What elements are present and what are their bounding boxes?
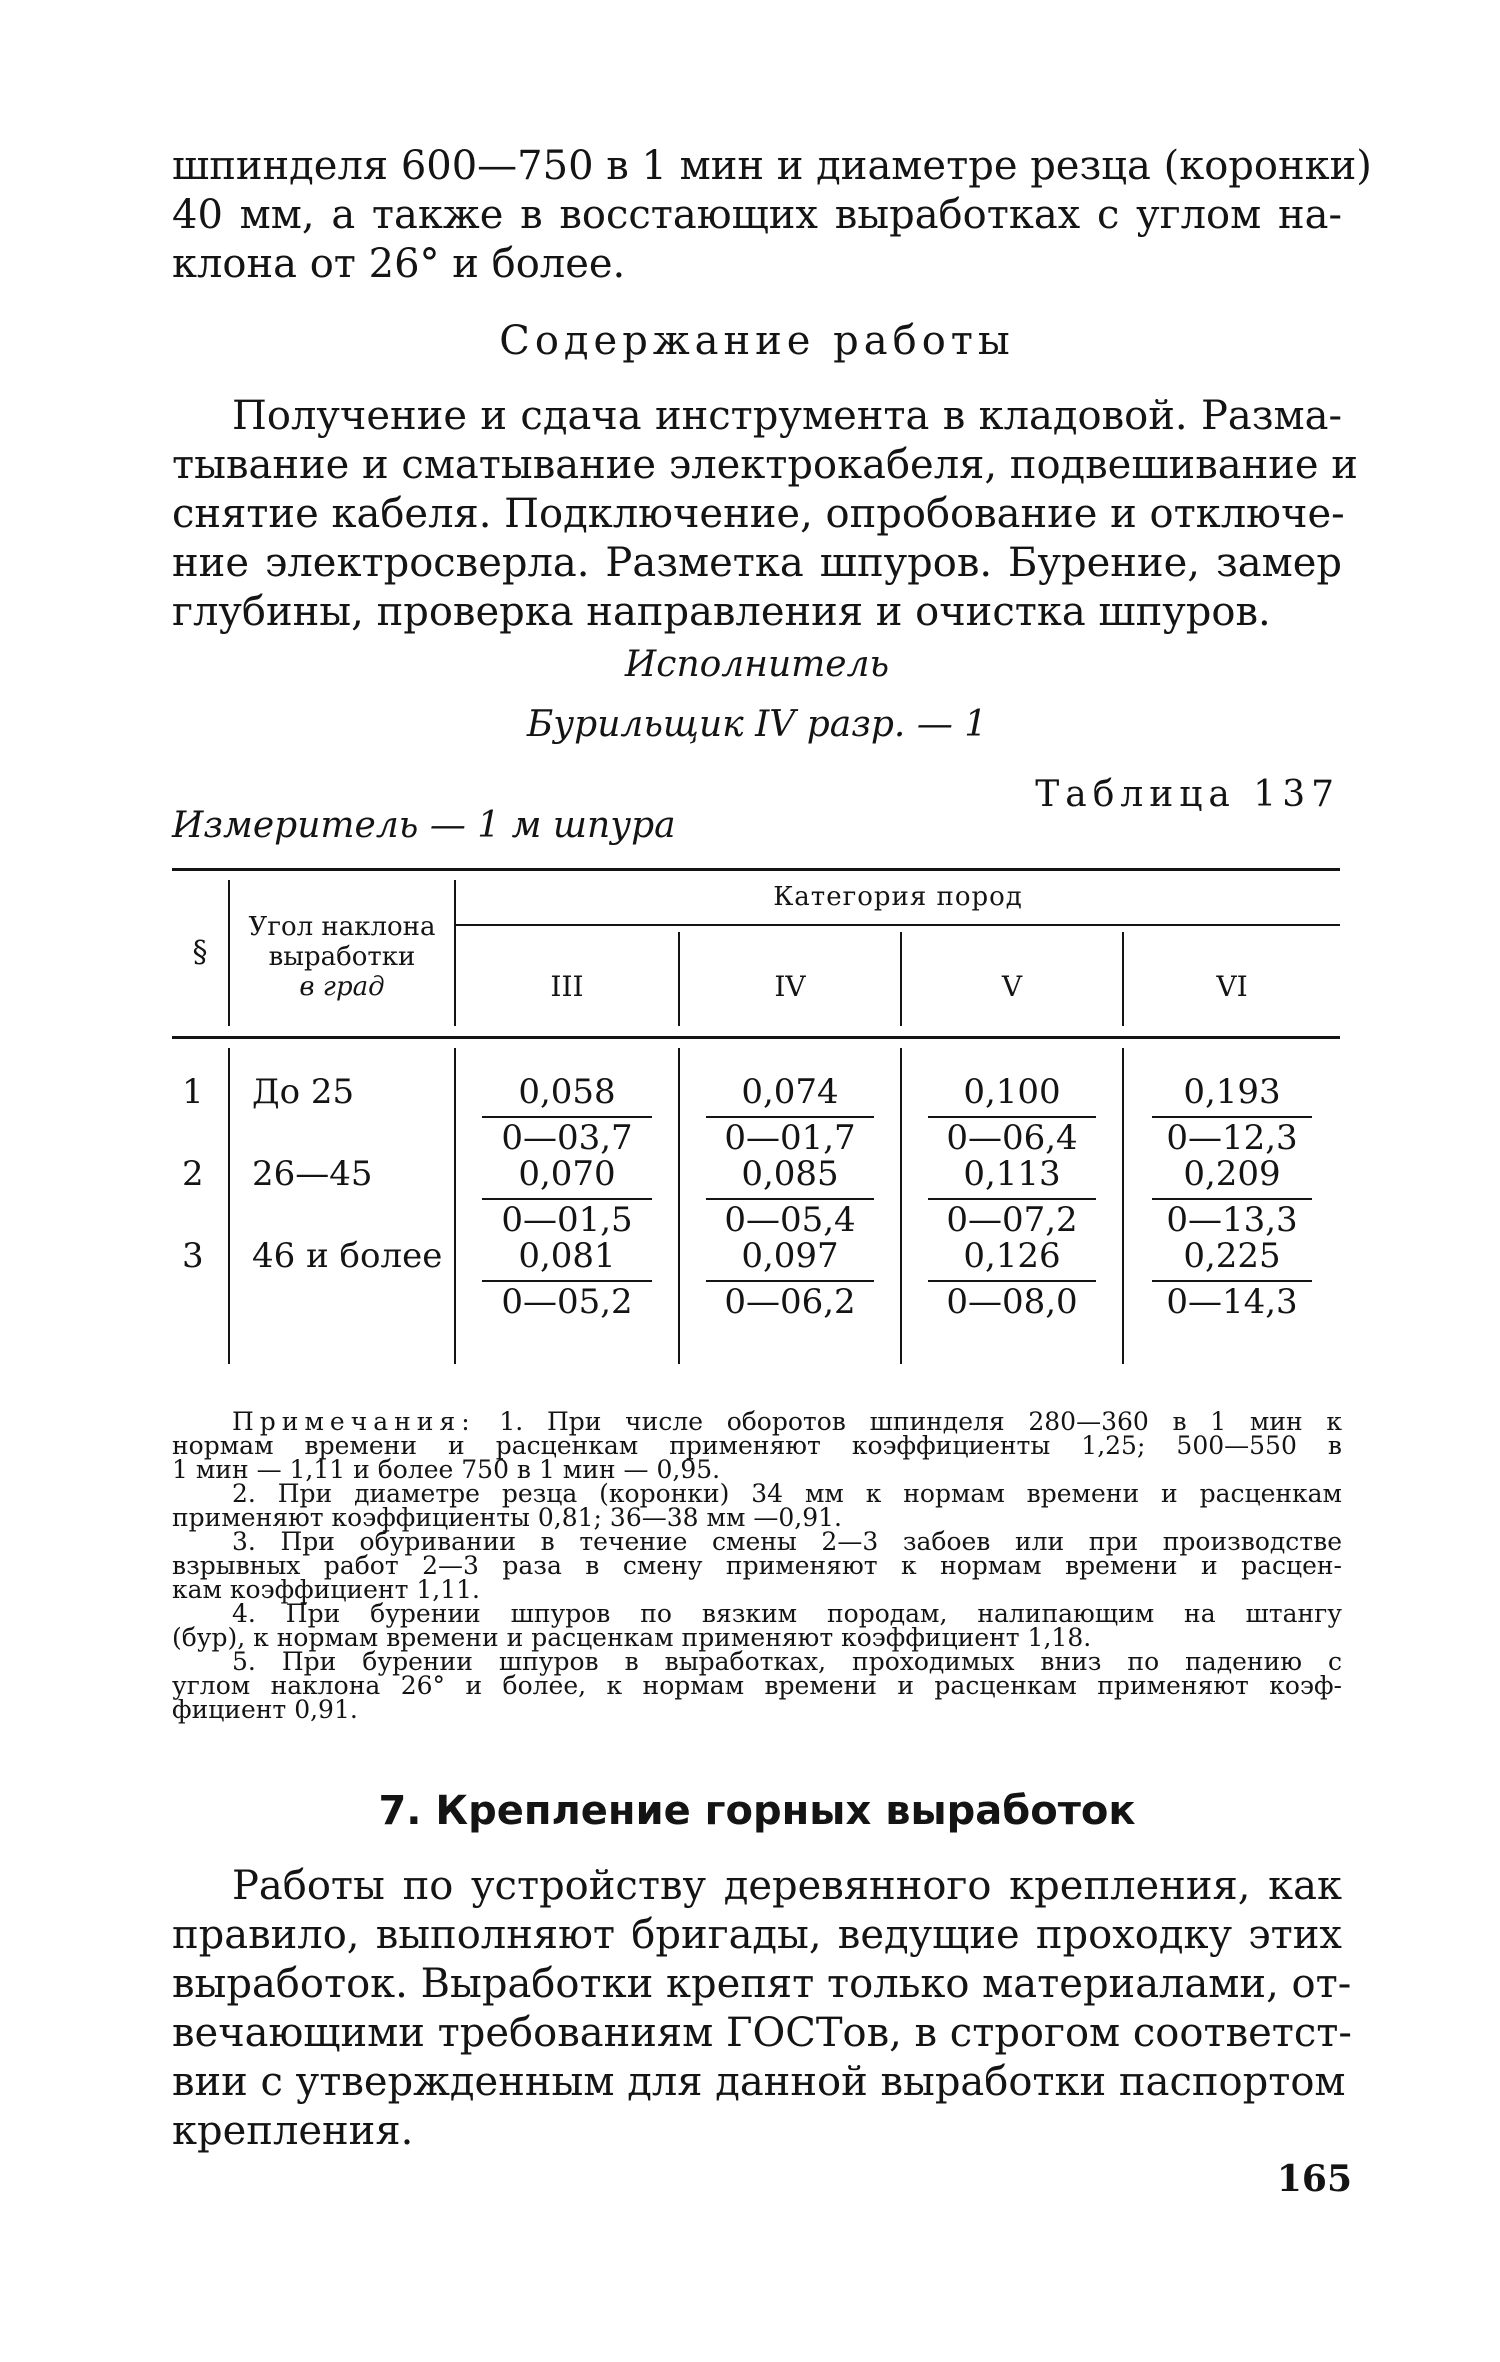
text-line: тывание и сматывание электрокабеля, подвешивание и — [172, 442, 1358, 488]
text-line: Получение и сдача инструмента в кладовой. Разма- — [232, 393, 1342, 439]
row-number: 1 — [182, 1072, 204, 1112]
rate-value: 0—12,3 — [1152, 1116, 1312, 1158]
norms-table — [172, 868, 1340, 1368]
norm-time: 0,113 — [963, 1154, 1061, 1194]
norm-time: 0,193 — [1183, 1072, 1281, 1112]
note-text: 1. При числе оборотов шпинделя 280—360 в 1 мин к — [499, 1407, 1342, 1436]
text-line: ние электросверла. Разметка шпуров. Бурение, замер — [172, 540, 1342, 586]
text-line: вии с утвержденным для данной выработки паспортом — [172, 2059, 1346, 2105]
rate-value: 0—03,7 — [482, 1116, 652, 1158]
section-paragraph — [172, 1862, 1352, 2156]
rate-value: 0—14,3 — [1152, 1280, 1312, 1322]
col-num-header: § — [192, 935, 208, 970]
rate-value: 0—05,4 — [706, 1198, 874, 1240]
row-number: 2 — [182, 1154, 204, 1194]
row-angle: До 25 — [252, 1072, 355, 1112]
category-header: V — [1001, 970, 1023, 1003]
header-line: Угол наклона — [248, 912, 436, 942]
page-number: 165 — [1276, 2158, 1352, 2200]
performer-value: Бурильщик IV разр. — 1 — [526, 704, 988, 745]
col-angle-header — [230, 912, 454, 1002]
note-line: (бур), к нормам времени и расценкам применяют коэффициент 1,18. — [172, 1623, 1092, 1652]
norm-time: 0,097 — [741, 1236, 839, 1276]
category-header: IV — [774, 970, 806, 1003]
row-number: 3 — [182, 1236, 204, 1276]
norm-time: 0,074 — [741, 1072, 839, 1112]
norm-time: 0,100 — [963, 1072, 1061, 1112]
norm-time: 0,081 — [518, 1236, 616, 1276]
header-line: в град — [299, 972, 385, 1002]
note-line: 2. При диаметре резца (коронки) 34 мм к нормам времени и расценкам — [232, 1479, 1342, 1508]
rate-value: 0—01,5 — [482, 1198, 652, 1240]
rate-value: 0—13,3 — [1152, 1198, 1312, 1240]
category-header: III — [550, 970, 584, 1003]
note-line: 4. При бурении шпуров по вязким породам, налипающим на штангу — [232, 1599, 1342, 1628]
rate-value: 0—08,0 — [928, 1280, 1096, 1322]
norm-time: 0,058 — [518, 1072, 616, 1112]
norm-time: 0,209 — [1183, 1154, 1281, 1194]
norm-time: 0,070 — [518, 1154, 616, 1194]
note-line: взрывных работ 2—3 раза в смену применяют к нормам времени и расцен- — [172, 1551, 1342, 1580]
category-header: VI — [1216, 970, 1248, 1003]
note-line: фициент 0,91. — [172, 1695, 358, 1724]
text-line: выработок. Выработки крепят только материалами, от- — [172, 1961, 1352, 2007]
note-line: кам коэффициент 1,11. — [172, 1575, 480, 1604]
text-line: крепления. — [172, 2108, 414, 2154]
text-line: глубины, проверка направления и очистка шпуров. — [172, 589, 1271, 635]
note-line: 3. При обуривании в течение смены 2—3 забоев или при производстве — [232, 1527, 1342, 1556]
text-line: правило, выполняют бригады, ведущие проходку этих — [172, 1912, 1342, 1958]
note-line: 1 мин — 1,11 и более 750 в 1 мин — 0,95. — [172, 1455, 721, 1484]
rate-value: 0—07,2 — [928, 1198, 1096, 1240]
norm-time: 0,225 — [1183, 1236, 1281, 1276]
row-angle: 46 и более — [252, 1236, 443, 1276]
measure-unit: Измеритель — 1 м шпура — [172, 805, 676, 846]
work-paragraph — [172, 392, 1358, 637]
row-angle: 26—45 — [252, 1154, 373, 1194]
text-line: вечающими требованиям ГОСТов, в строгом соответст- — [172, 2010, 1352, 2056]
text-line: снятие кабеля. Подключение, опробование и отключе- — [172, 491, 1345, 537]
note-line: нормам времени и расценкам применяют коэффициенты 1,25; 500—550 в — [172, 1431, 1342, 1460]
text-line: Работы по устройству деревянного крепления, как — [232, 1863, 1342, 1909]
performer-label: Исполнитель — [624, 644, 890, 685]
text-line: клона от 26° и более. — [172, 241, 626, 287]
text-line: 40 мм, а также в восстающих выработках с углом на- — [172, 192, 1342, 238]
work-heading: Содержание работы — [499, 318, 1015, 364]
norm-time: 0,085 — [741, 1154, 839, 1194]
notes-title: Примечания: — [232, 1407, 476, 1436]
header-line: выработки — [268, 942, 416, 972]
header-rule — [172, 1036, 1340, 1039]
text-line: шпинделя 600—750 в 1 мин и диаметре резца (коронки) — [172, 143, 1372, 189]
group-rule — [456, 924, 1340, 926]
rate-value: 0—05,2 — [482, 1280, 652, 1322]
note-line: применяют коэффициенты 0,81; 36—38 мм —0,91. — [172, 1503, 842, 1532]
intro-paragraph — [172, 142, 1372, 289]
rate-value: 0—06,2 — [706, 1280, 874, 1322]
rate-value: 0—06,4 — [928, 1116, 1096, 1158]
section-title: 7. Крепление горных выработок — [378, 1788, 1136, 1834]
note-line: углом наклона 26° и более, к нормам времени и расценкам применяют коэф- — [172, 1671, 1342, 1700]
table-top-rule — [172, 868, 1340, 871]
col-group-header: Категория пород — [773, 882, 1023, 912]
table-notes — [172, 1407, 1342, 1724]
note-line: 5. При бурении шпуров в выработках, проходимых вниз по падению с — [232, 1647, 1342, 1676]
table-number: Таблица 137 — [1035, 774, 1340, 815]
body-vrule — [228, 1048, 230, 1364]
norm-time: 0,126 — [963, 1236, 1061, 1276]
rate-value: 0—01,7 — [706, 1116, 874, 1158]
